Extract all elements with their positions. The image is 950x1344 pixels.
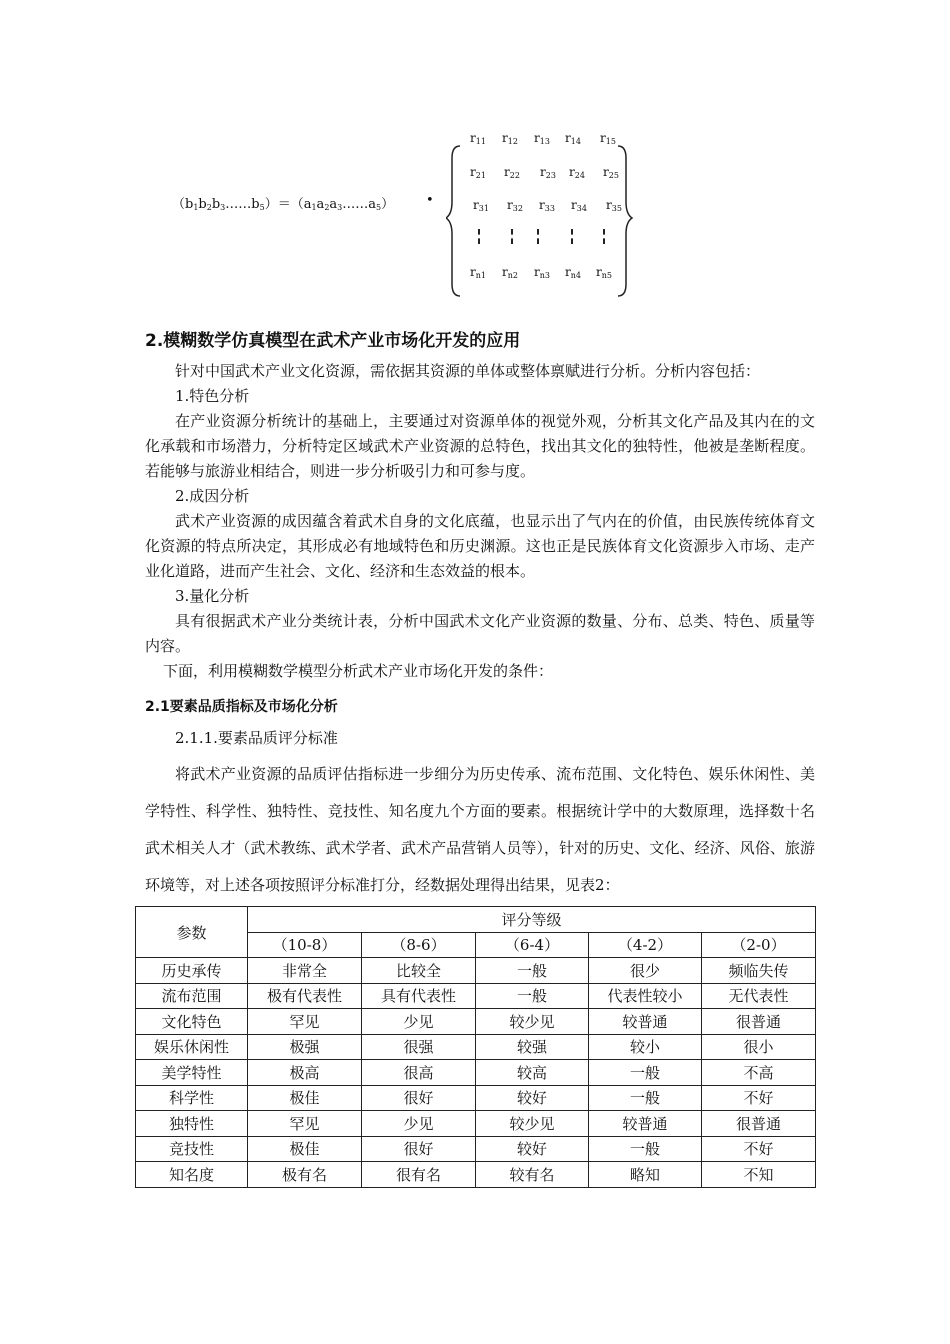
formula-lhs: [172, 197, 265, 212]
level-header: （2-0）: [702, 932, 816, 958]
formula-text: a: [316, 197, 325, 212]
formula-subscript: 1: [311, 203, 317, 212]
matrix-cell: r12: [502, 131, 518, 146]
table-cell: 一般: [589, 1060, 702, 1086]
formula-text: b: [198, 197, 207, 212]
matrix-cell: r15: [600, 131, 616, 146]
table-cell: 很少: [589, 958, 702, 984]
table-row: [136, 1162, 816, 1188]
matrix-cell: r32: [507, 198, 523, 213]
table-cell: 较强: [476, 1034, 589, 1060]
item-2-title: 2.成因分析: [175, 487, 250, 505]
table-cell: 极佳: [248, 1085, 362, 1111]
table-cell: 一般: [476, 958, 589, 984]
item-2-paragraph: 武术产业资源的成因蕴含着武术自身的文化底蕴，也显示出了气内在的价值，由民族传统体育文化资源的特点所决定，其形成必有地域特色和历史渊源。这也正是民族体育文化资源步入市场、走产业化道路，进而产生社会、文化、经济和生态效益的根本。: [145, 512, 815, 580]
formula-subscript: 3: [220, 203, 226, 212]
section-2-heading: 2.模糊数学仿真模型在武术产业市场化开发的应用: [145, 331, 521, 351]
table-cell: 文化特色: [136, 1009, 248, 1035]
table-cell: 不知: [702, 1162, 816, 1188]
table-cell: 极有代表性: [248, 983, 362, 1009]
table-cell: 较好: [476, 1136, 589, 1162]
table-cell: 流布范围: [136, 983, 248, 1009]
matrix-cell: r13: [534, 131, 550, 146]
matrix-cell: rn2: [502, 265, 518, 280]
table-cell: 无代表性: [702, 983, 816, 1009]
table-cell: 不好: [702, 1085, 816, 1111]
table-cell: 很强: [362, 1034, 476, 1060]
table-cell: 一般: [589, 1136, 702, 1162]
matrix-left-brace: [446, 146, 460, 296]
table-cell: 非常全: [248, 958, 362, 984]
table-row: [136, 1085, 816, 1111]
matrix-vertical-dots: [511, 229, 513, 244]
subsection-2-1-1-paragraph: 将武术产业资源的品质评估指标进一步细分为历史传承、流布范围、文化特色、娱乐休闲性、美学特性、科学性、独特性、竞技性、知名度九个方面的要素。根据统计学中的大数原理，选择数十名武术相关人才（武术教练、武术学者、武术产品营销人员等），针对的历史、文化、经济、风俗、旅游环境等，对上述各项按照评分标准打分，经数据处理得出结果，见表2：: [145, 765, 815, 894]
intro-paragraph: 针对中国武术产业文化资源，需依据其资源的单体或整体禀赋进行分析。分析内容包括：: [175, 362, 761, 380]
matrix-cell: r23: [540, 165, 556, 180]
matrix-right-brace: [618, 146, 632, 296]
matrix-cell: rn5: [596, 265, 612, 280]
table-cell: 极有名: [248, 1162, 362, 1188]
table-cell: 很小: [702, 1034, 816, 1060]
table-cell: 不高: [702, 1060, 816, 1086]
param-header: 参数: [136, 907, 248, 958]
table-cell: 频临失传: [702, 958, 816, 984]
formula-dot: •: [426, 193, 434, 208]
table-cell: 较小: [589, 1034, 702, 1060]
table-cell: 较高: [476, 1060, 589, 1086]
table-cell: 很高: [362, 1060, 476, 1086]
formula-subscript: 5: [259, 203, 265, 212]
item-1-paragraph: 在产业资源分析统计的基础上，主要通过对资源单体的视觉外观，分析其文化产品及其内在的文化承载和市场潜力，分析特定区域武术产业资源的总特色，找出其文化的独特性，他被是垄断程度。若能够与旅游业相结合，则进一步分析吸引力和可参与度。: [145, 412, 815, 480]
level-header: （8-6）: [362, 932, 476, 958]
matrix-cell: r25: [603, 165, 619, 180]
matrix-cell: rn3: [534, 265, 550, 280]
formula-subscript: 2: [324, 203, 330, 212]
table-cell: 极佳: [248, 1136, 362, 1162]
rating-level-header: 评分等级: [248, 907, 816, 933]
table-cell: 很普通: [702, 1009, 816, 1035]
next-paragraph: 下面，利用模糊数学模型分析武术产业市场化开发的条件：: [163, 662, 554, 680]
table-cell: 独特性: [136, 1111, 248, 1137]
matrix-vertical-dots: [603, 229, 605, 244]
formula-subscript: 5: [376, 203, 382, 212]
formula-text: （b: [172, 197, 194, 212]
matrix-cell: r33: [539, 198, 555, 213]
table-cell: 较普通: [589, 1111, 702, 1137]
matrix-vertical-dots: [571, 229, 573, 244]
table-cell: 很普通: [702, 1111, 816, 1137]
matrix-vertical-dots: [478, 229, 480, 244]
formula-text: b: [211, 197, 221, 212]
matrix-cell: r22: [504, 165, 520, 180]
table-cell: 一般: [589, 1085, 702, 1111]
table-cell: 比较全: [362, 958, 476, 984]
matrix-cell: r21: [470, 165, 486, 180]
formula-text: ）＝（a: [264, 197, 312, 212]
table-cell: 较有名: [476, 1162, 589, 1188]
table-cell: 罕见: [248, 1009, 362, 1035]
table-cell: 很好: [362, 1136, 476, 1162]
table-header-row: [136, 907, 816, 933]
formula-text: ……a: [342, 197, 377, 212]
matrix-cell: r34: [571, 198, 587, 213]
table-cell: 美学特性: [136, 1060, 248, 1086]
table-cell: 代表性较小: [589, 983, 702, 1009]
table-cell: 科学性: [136, 1085, 248, 1111]
table-cell: 少见: [362, 1009, 476, 1035]
table-cell: 不好: [702, 1136, 816, 1162]
level-header: （10-8）: [248, 932, 362, 958]
subsection-2-1-1-title: 2.1.1.要素品质评分标准: [175, 729, 338, 747]
matrix-cell: r35: [606, 198, 622, 213]
matrix-cell: rn4: [565, 265, 581, 280]
matrix-cell: r24: [569, 165, 585, 180]
table-cell: 较少见: [476, 1111, 589, 1137]
table-cell: 娱乐休闲性: [136, 1034, 248, 1060]
table-row: [136, 1009, 816, 1035]
matrix-cell: rn1: [470, 265, 486, 280]
item-3-paragraph: 具有很据武术产业分类统计表，分析中国武术文化产业资源的数量、分布、总类、特色、质量等内容。: [145, 612, 815, 655]
table-cell: 略知: [589, 1162, 702, 1188]
table-cell: 较普通: [589, 1009, 702, 1035]
table-cell: 竞技性: [136, 1136, 248, 1162]
matrix-cell: r14: [565, 131, 581, 146]
table-cell: 一般: [476, 983, 589, 1009]
level-header: （4-2）: [589, 932, 702, 958]
table-cell: 极高: [248, 1060, 362, 1086]
formula-subscript: 1: [193, 203, 199, 212]
formula-text: ）: [381, 197, 395, 212]
table-row: [136, 1034, 816, 1060]
table-cell: 具有代表性: [362, 983, 476, 1009]
item-3-title: 3.量化分析: [175, 587, 250, 605]
table-cell: 知名度: [136, 1162, 248, 1188]
table-row: [136, 1136, 816, 1162]
rating-standard-table: [135, 906, 816, 1188]
matrix-cell: r31: [473, 198, 489, 213]
matrix-vertical-dots: [537, 229, 539, 244]
table-cell: 很好: [362, 1085, 476, 1111]
table-cell: 很有名: [362, 1162, 476, 1188]
table-cell: 较好: [476, 1085, 589, 1111]
matrix-cell: r11: [470, 131, 486, 146]
table-row: [136, 983, 816, 1009]
table-row: [136, 958, 816, 984]
table-row: [136, 1111, 816, 1137]
table-cell: 极强: [248, 1034, 362, 1060]
table-cell: 较少见: [476, 1009, 589, 1035]
table-row: [136, 1060, 816, 1086]
section-2-1-heading: 2.1要素品质指标及市场化分析: [145, 699, 338, 715]
item-1-title: 1.特色分析: [175, 387, 250, 405]
formula-subscript: 3: [337, 203, 343, 212]
formula-equation: [172, 193, 394, 212]
table-cell: 历史承传: [136, 958, 248, 984]
formula-text: a: [329, 197, 338, 212]
table-cell: 少见: [362, 1111, 476, 1137]
formula-subscript: 2: [206, 203, 212, 212]
level-header: （6-4）: [476, 932, 589, 958]
table-cell: 罕见: [248, 1111, 362, 1137]
formula-text: ……b: [225, 197, 260, 212]
